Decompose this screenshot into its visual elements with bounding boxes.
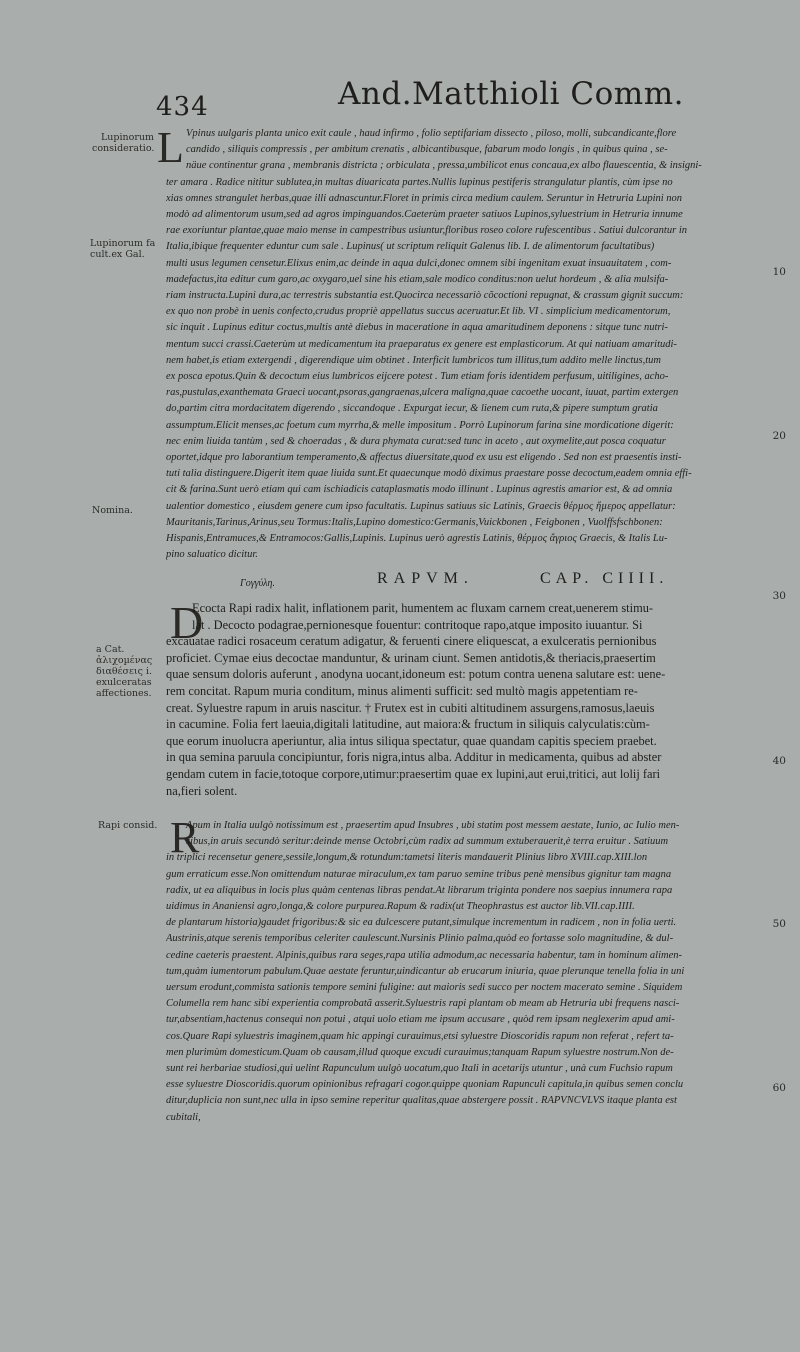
line-number: 60 xyxy=(772,1082,786,1094)
rapum-commentary xyxy=(166,813,766,1126)
text-line: rem concitat. Rapum muria conditum, minus alimenti sufficit: sed multò magis appetentiam re- xyxy=(166,683,638,698)
text-line: madefactus,ita editur cum garo,ac oxygaro,uel sine his etiam,sale modico conditus:non uelut hordeum , & alia mulsifa- xyxy=(166,273,669,285)
text-line: cedine caeteris praestent. Alpinis,quibus rara seges,rapa utilia admodum,ac necessaria habentur, tam in hominum alimen- xyxy=(166,949,683,961)
margin-note: Rapi consid. xyxy=(98,820,158,831)
text-line: sunt rei herbariae studiosi,qui uelint Rapunculum uulgò uocatum,quo Itali in acetarijs utuntur , unà cum Fuchsio rapum xyxy=(166,1063,673,1075)
text-line: in qua semina paruula concipiuntur, foris nigra,intus alba. Additur in medicamenta, quibus ad abster xyxy=(166,750,662,765)
text-line: gum erraticum esse.Non omittendum naturae miraculum,ex tam paruo semine tribus penè mensibus gignitur tam magna xyxy=(166,868,672,880)
text-line: de plantarum historia)gaudet frigoribus:& sic ea dulcescere putant,simulque incrementum in radicem , non in folia uerti. xyxy=(166,917,677,929)
text-line: Apum in Italia uulgò notissimum est , praesertim apud Insubres , ubi statim post messem aestate, Iunio, ac Iulio men- xyxy=(186,820,680,831)
text-line: riam instructa.Lupini dura,ac terrestris substantia est.Quocirca necessariò cõcoctioni repugnat, & crassum gignit succum: xyxy=(166,290,684,302)
chapter-number: CAP. CIIII. xyxy=(540,570,669,587)
text-line: gendam cutem in facie,totoque corpore,utimur:praesertim quae ex lupini,aut erui,tritici, aut lolij fari xyxy=(166,766,661,781)
margin-note: Lupinorum consideratio. xyxy=(92,132,155,154)
text-line: radix, ut ea aliquibus in locis plus quàm centenas libras pendat.At librarum triginta pondere nos saepius innumera rapa xyxy=(166,884,673,896)
text-line: ditur,duplicia non sunt,nec ulla in ipso semine reperitur qualitas,quae abstergere possit . RAPVNCVLVS itaque planta est xyxy=(166,1095,677,1107)
text-line: multi usus legumen censetur.Elixus enim,ac deinde in aqua dulci,donec omnem sibi ingenitam exuat insuauitatem , com- xyxy=(166,257,672,269)
text-line: creat. Syluestre rapum in aruis nascitur. † Frutex est in cubiti altitudinem assurgens,ramosus,laeuis xyxy=(166,700,655,715)
text-line: que eorum inuolucra aperiuntur, alia intus siliqua spectatur, quae quandam capitis speciem praebet. xyxy=(166,733,657,748)
text-line: cit & farina.Sunt uerò etiam qui cam ischiadicis cataplasmatis modo illinunt . Lupinus agrestis amarior est, & ad omnia xyxy=(166,484,673,496)
dropcap-D: D xyxy=(170,597,204,648)
text-line: modò ad alimentorum usum,sed ad agros impinguandos.Caeterùm praeter satiuos Lupinos,syluestrium in Hetruria innume xyxy=(166,209,683,221)
dioscorides-text xyxy=(166,597,766,799)
text-line: uersum erodunt,commista sationis tempore semini fuligine: aut maioris sedi succo per noctem macerato semine . Siquidem xyxy=(166,982,683,994)
text-line: oportet,idque pro laborantium temperamento,& affectus diuersitate,quod ex usu est eligendo . Sed non est praesentis insti- xyxy=(166,452,682,464)
page-number: 434 xyxy=(156,92,209,122)
line-number: 30 xyxy=(772,590,786,602)
text-line: sic inquit . Lupinus editur coctus,multis antè diebus in maceratione in aqua amaritudinem deponens : sitque tunc nutri- xyxy=(166,322,668,334)
text-line: tuti talia distinguere.Digerit item quae liuida sunt.Et quaecunque modò diximus praestare posse decoctum,eadem omnia effi- xyxy=(166,468,692,480)
text-line: ex posca epotus.Quin & decoctum eius lumbricos eijcere potest . Tum etiam foris identidem perfusum, uitiligines, acho- xyxy=(166,371,669,383)
text-line: in triplici recensetur genere,sessile,longum,& rotundum:tametsi literis mandauerit Plinius libro XVIII.cap.XIII.lon xyxy=(166,852,648,864)
line-number: 10 xyxy=(772,266,786,278)
text-line: ter amara . Radice nititur sublutea,in multas diuaricata partes.Nullis lupinus pestiferis strangulatur plantis, cùm ipse no xyxy=(166,176,673,188)
text-line: excauatae radici rosaceum ceratum adigatur, & feruenti cinere eliquescat, a exulceratis pernionibus xyxy=(166,634,657,649)
text-line: Columella rem hanc sibi experientia comprobatã asserit.Syluestris rapi plantam ob meam ab Hetruria ubi frequens nasci- xyxy=(166,998,680,1010)
line-number: 40 xyxy=(772,755,786,767)
text-line: ex quo non probè in uenis confecto,crudus propriè appellatus succus aceruatur.Et lib. VI . simplicium medicamentorum, xyxy=(166,306,671,318)
chapter-title: RAPVM. xyxy=(377,570,474,587)
text-line: Austrinis,atque serenis temporibus celeriter caulescunt.Nursinis Plinio palma,quòd eo fortasse solo magnitudine, & dul- xyxy=(166,933,674,945)
text-line: tum,quàm iumentorum pabulum.Quae aestate feruntur,uindicantur ab erucarum iniuria, quae plerunque tenella folia in uni xyxy=(166,965,685,977)
text-line: cos.Quare Rapi syluestris imaginem,quam hic appingi curauimus,etsi syluestre Dioscoridis rapum non referat , refert ta- xyxy=(166,1030,674,1042)
line-number: 20 xyxy=(772,430,786,442)
text-line: in cacumine. Folia fert laeuia,digitali latitudine, aut maiora:& fructum in siliquis calyculatis:cùm- xyxy=(166,717,650,732)
text-line: näue continentur grana , membranis districta ; orbiculata , pressa,umbilicot enus concaua,ex albo flauescentia, & insigni- xyxy=(186,160,702,172)
text-line: sibus,in aruis secundò seritur:deinde mense Octobri,cùm radix ad summum extuberauerit,è terra eruitur . Satiuum xyxy=(186,836,669,848)
text-line: rae exoriuntur plantae,quae maio mense in campestribus usiuntur,floribus roseo colore rufescentibus . Satiui dulcorantur in xyxy=(166,225,687,237)
text-line: esse syluestre Dioscoridis.quorum opinionibus refragari cogor.quippe quoniam Rapunculi capitula,in quibus semen conclu xyxy=(166,1079,684,1091)
line-number: 50 xyxy=(772,918,786,930)
text-line: Vpinus uulgaris planta unico exit caule , haud infirmo , folio septifariam dissecto , piloso, molli, subcandicante,flore xyxy=(186,128,677,139)
text-line: mentum succi crassi.Caeterùm ut medicamentum ita praeparatus ex genere est emplasticorum. At qui natiuam amaritudi- xyxy=(166,338,677,350)
text-line: ualentior domestico , eiusdem genere cum ipso facultatis. Lupinus satiuus sic Latinis, Graecis θέρµος ἥµερος appellatur: xyxy=(166,500,676,512)
text-line: tur,absentiam,hactenus consequi non potui , atqui uolo etiam me ipsum accusare , quòd rem ipsam neglexerim apud ami- xyxy=(166,1014,675,1026)
text-line: uidimus in Ananiensi agro,longa,& colore purpurea.Rapum & radix(ut Theophrastus est auctor lib.VII.cap.IIII. xyxy=(166,901,635,913)
dropcap-R: R xyxy=(170,813,200,862)
text-line: Italia,ibique frequenter eduntur cum sale . Lupinus( ut scriptum reliquit Galenus lib. I. de alimentorum facultatibus) xyxy=(166,241,655,253)
text-line: assumptum.Elicit menses,ac foetum cum myrrha,& melle impositum . Porrò Lupinorum farina sine mordicatione digerit: xyxy=(166,419,674,431)
text-line: lat . Decocto podagrae,pernionesque fouentur: contritoque rapo,atque imposito iuuantur. Si xyxy=(192,617,643,632)
text-line: candido , siliquis compressis , per ambitum crenatis , albicantibusque, fabarum modo longis , in quibus quina , se- xyxy=(186,144,668,156)
text-line: cubitali, xyxy=(166,1111,201,1123)
text-line: ras,pustulas,exanthemata Graeci uocant,psoras,gangraenas,ulcera maligna,quae cacoethe uocant, iuuat, partim extergen xyxy=(166,387,679,399)
text-line: nec enim liuida tantùm , sed & choeradas , & dura phymata curat:sed tunc in aceto , aut oxymelite,aut posca coquatur xyxy=(166,435,666,447)
text-line: nem habet,is etiam extergendi , digerendique uim obtinet . Interficit lumbricos tum illitus,tum addito melle linctus,tum xyxy=(166,354,661,366)
greek-name: Γογγύλη. xyxy=(240,578,275,589)
text-line: Hispanis,Entramuces,& Entramocos:Gallis,Lupinis. Lupinus uerò agrestis Latinis, θέρµος ἄγριος Graecis, & Italis Lu- xyxy=(166,533,668,545)
text-line: Mauritanis,Tarinus,Arinus,seu Tormus:Italis,Lupino domestico:Germanis,Vuickbonen , Feigbonen , Vuolffsfschbonen: xyxy=(166,516,663,528)
dropcap-L: L xyxy=(157,123,184,172)
text-line: na,fieri solent. xyxy=(166,783,238,798)
text-line: quae sensum doloris auferunt , anodyna uocant,idoneum est: potum contra uenena salutare est: uene- xyxy=(166,667,666,682)
text-line: pino saluatico dicitur. xyxy=(166,549,258,561)
text-line: proficiet. Cymae eius decoctae manduntur, & urinam ciunt. Semen antidotis,& theriacis,praesertim xyxy=(166,650,656,665)
running-title: And.Matthioli Comm. xyxy=(338,76,684,112)
lupinus-commentary xyxy=(166,126,766,563)
margin-note: Lupinorum fa cult.ex Gal. xyxy=(90,238,156,260)
text-line: men plurimùm domesticum.Quam ob causam,illud quoque excudi curauimus;tanquam Rapum syluestre nostrum.Non de- xyxy=(166,1046,674,1058)
margin-note: Nomina. xyxy=(92,505,133,516)
text-line: Ecocta Rapi radix halit, inflationem parit, humentem ac fluxam carnem creat,uenerem stimu- xyxy=(192,601,654,615)
margin-note: a Cat. ἀλιχοµένας διαθέσεις i. exulceratas affectiones. xyxy=(96,644,153,699)
text-line: xias omnes strangulet herbas,quae illi adnascuntur.Floret in primis circa medium caulem. Seruntur in Hetruria Lupini non xyxy=(166,192,683,204)
text-line: do,partim citra mordacitatem digerendo , siccandoque . Expurgat iecur, & lienem cum ruta,& pipere sumptum gratia xyxy=(166,403,658,415)
